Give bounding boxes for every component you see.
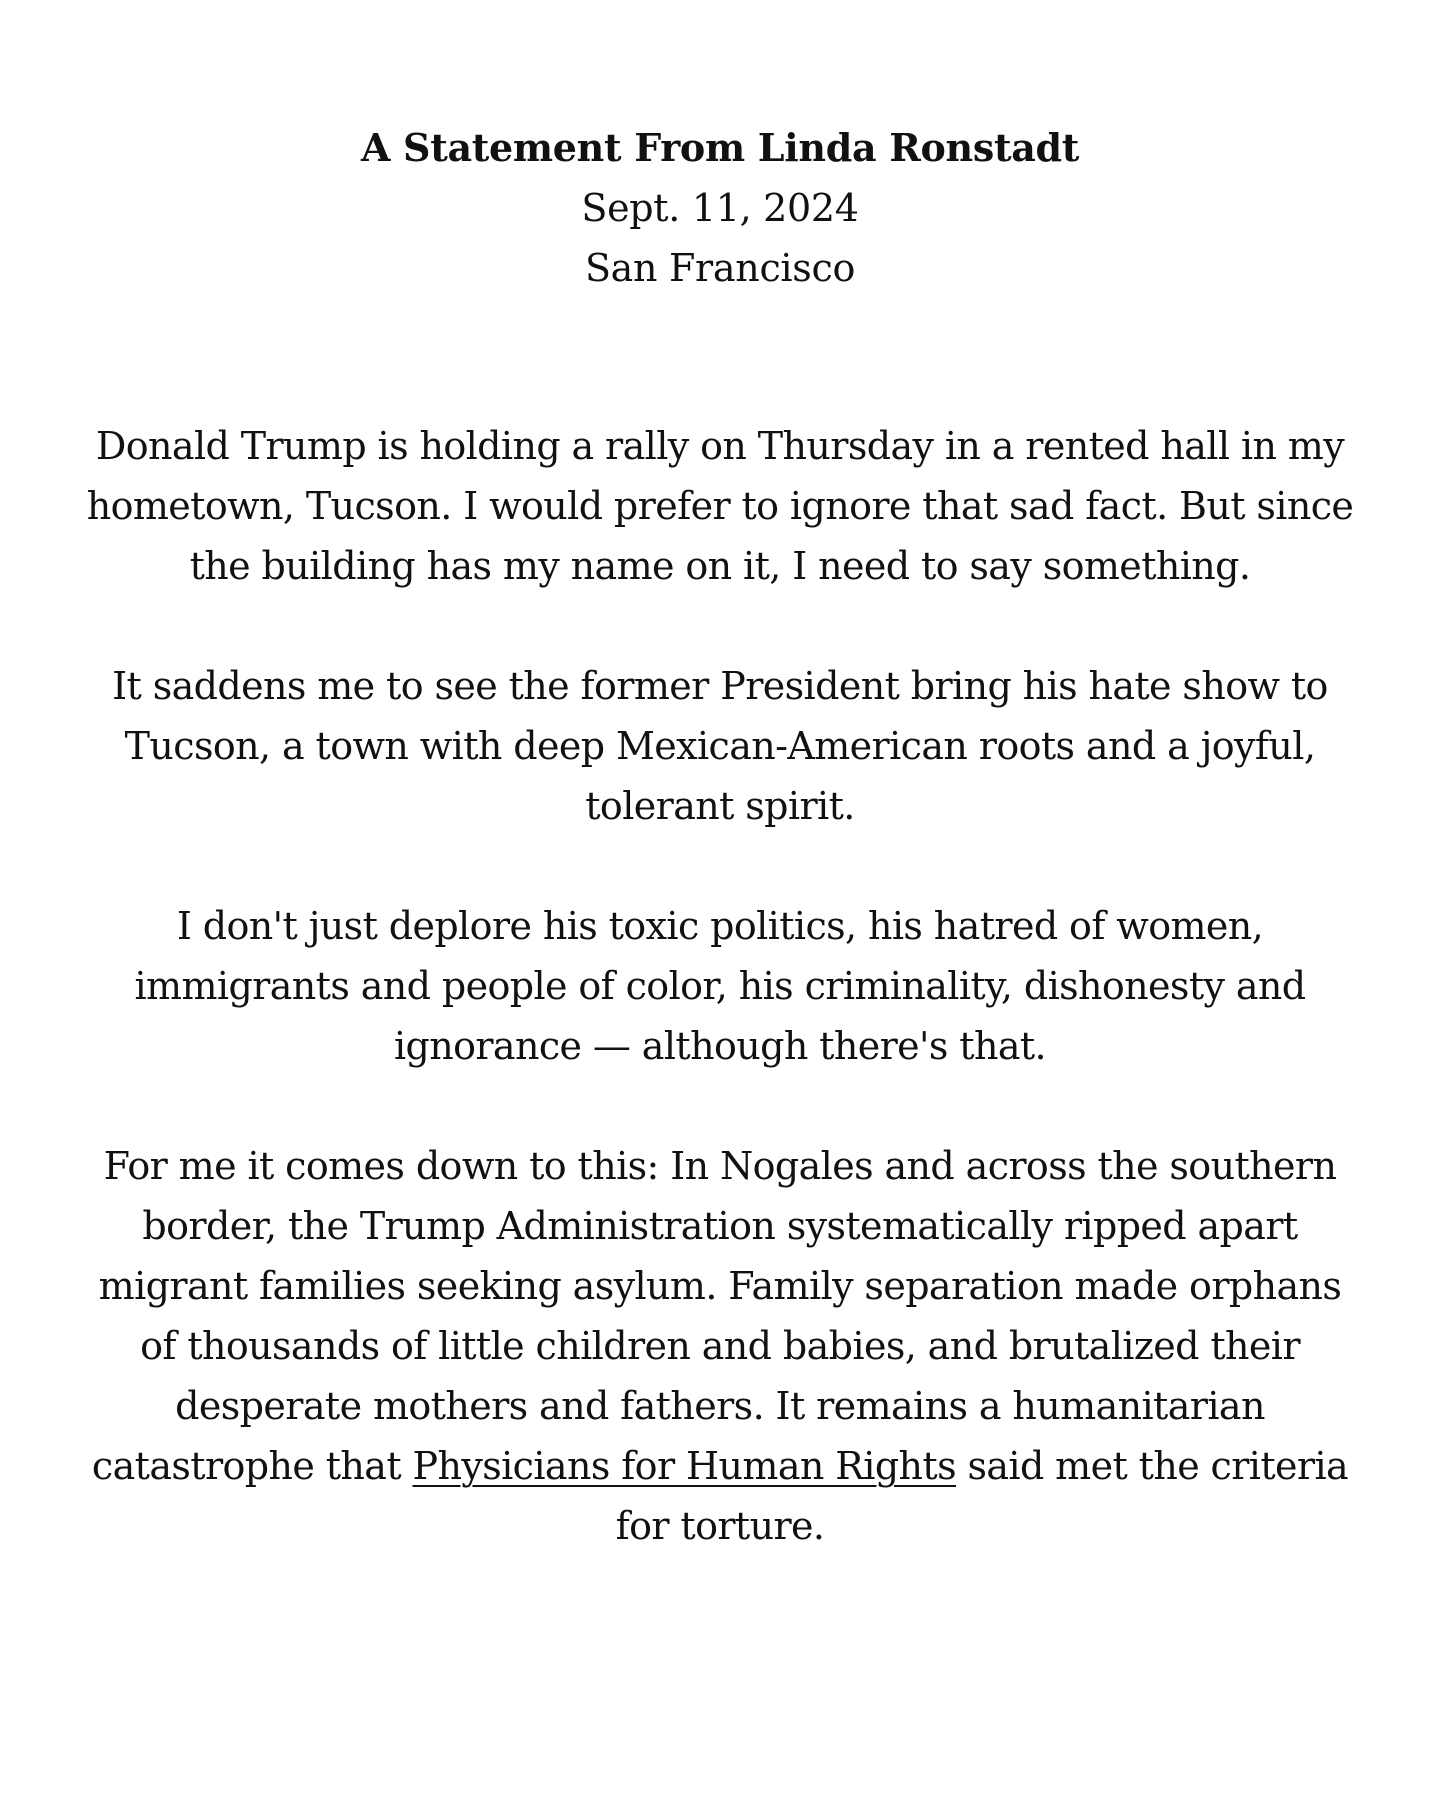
statement-title: A Statement From Linda Ronstadt (360, 125, 1080, 170)
text-line: immigrants and people of color, his criminality, dishonesty and (134, 964, 1306, 1008)
text-segment: catastrophe that (91, 1444, 413, 1488)
text-segment: said met the criteria (955, 1444, 1349, 1488)
text-line: of thousands of little children and babies, and brutalized their (140, 1324, 1300, 1368)
text-line: migrant families seeking asylum. Family separation made orphans (98, 1264, 1342, 1308)
text-line: for torture. (615, 1504, 825, 1548)
text-line: desperate mothers and fathers. It remains a humanitarian (175, 1384, 1265, 1428)
text-line: Donald Trump is holding a rally on Thursday in a rented hall in my (95, 424, 1345, 468)
statement-body (40, 416, 1400, 1616)
statement-header (0, 118, 1440, 298)
statement-location: San Francisco (584, 246, 856, 290)
text-line: tolerant spirit. (585, 784, 855, 828)
paragraph-family-separation (40, 1136, 1400, 1556)
text-line: I don't just deplore his toxic politics, his hatred of women, (176, 904, 1264, 948)
text-line: ignorance — although there's that. (393, 1024, 1047, 1068)
text-line: Tucson, a town with deep Mexican-American roots and a joyful, (124, 724, 1316, 768)
paragraph-deplore (40, 896, 1400, 1076)
text-line: It saddens me to see the former President bring his hate show to (112, 664, 1328, 708)
text-line-with-link (40, 1436, 1400, 1496)
text-line: For me it comes down to this: In Nogales and across the southern (103, 1144, 1337, 1188)
text-line: the building has my name on it, I need to say something. (189, 544, 1251, 588)
physicians-for-human-rights-link[interactable]: Physicians for Human Rights (412, 1444, 956, 1488)
paragraph-rally (40, 416, 1400, 596)
paragraph-tucson (40, 656, 1400, 836)
text-line: border, the Trump Administration systematically ripped apart (142, 1204, 1298, 1248)
statement-date: Sept. 11, 2024 (581, 186, 859, 230)
text-line: hometown, Tucson. I would prefer to ignore that sad fact. But since (86, 484, 1354, 528)
